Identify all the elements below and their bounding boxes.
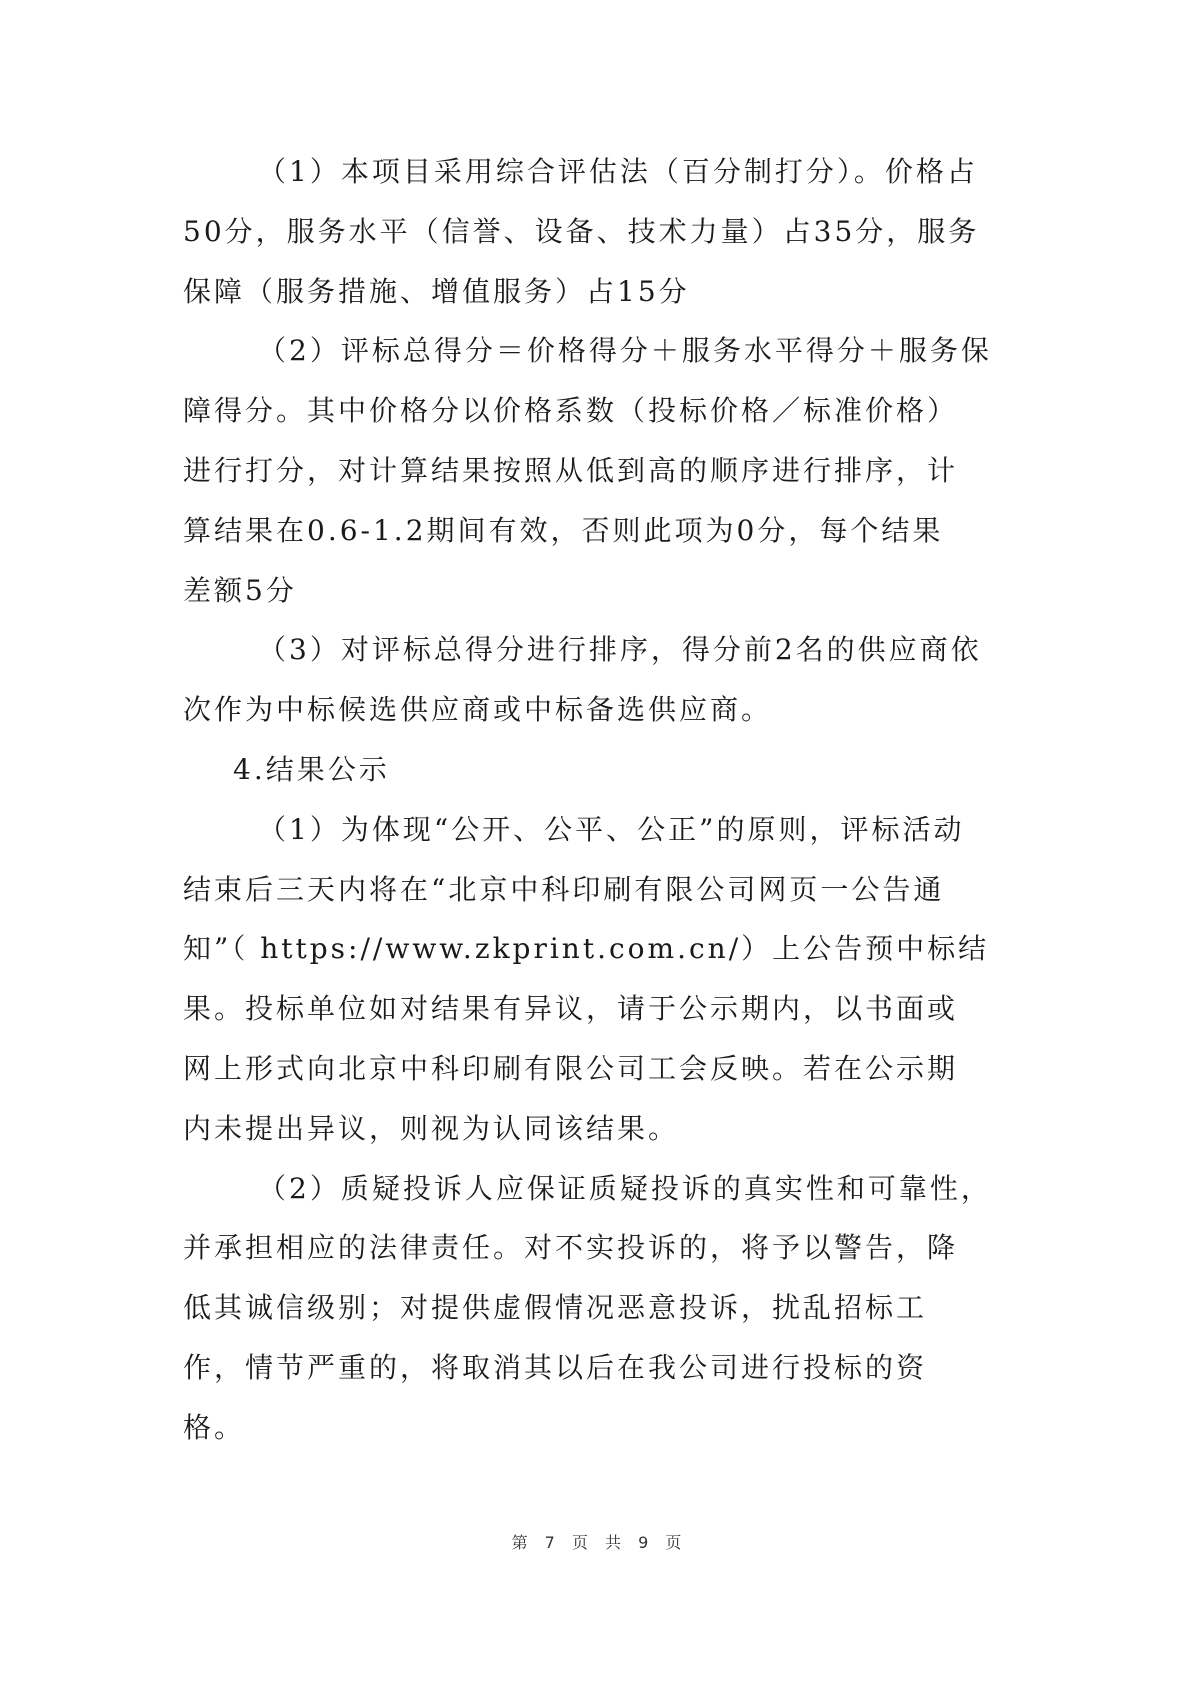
text-line: 格。 [183,1410,246,1444]
text-line: 并承担相应的法律责任。对不实投诉的，将予以警告，降 [183,1231,959,1265]
text-line: 结束后三天内将在“北京中科印刷有限公司网页一公告通 [183,872,945,906]
text-line: 进行打分，对计算结果按照从低到高的顺序进行排序，计 [183,453,959,487]
paragraph-scoring-method [183,142,1019,321]
text-line: 保障（服务措施、增值服务）占15分 [183,274,690,308]
text-line-with-url: 知”（ https://www.zkprint.com.cn/）上公告预中标结 [183,932,990,966]
paragraph-ranking [183,620,1019,740]
text-line: 低其诚信级别；对提供虚假情况恶意投诉，扰乱招标工 [183,1291,928,1325]
section-heading-result-publicity [183,740,1019,800]
text-line: 差额5分 [183,573,297,607]
text-line: 次作为中标候选供应商或中标备选供应商。 [183,693,773,727]
text-line: 50分，服务水平（信誉、设备、技术力量）占35分，服务 [183,214,980,248]
text-line: 内未提出异议，则视为认同该结果。 [183,1111,680,1145]
text-line: 网上形式向北京中科印刷有限公司工会反映。若在公示期 [183,1051,959,1085]
text-line: （1）为体现“公开、公平、公正”的原则，评标活动 [258,812,965,846]
text-line: （2）评标总得分＝价格得分＋服务水平得分＋服务保 [258,334,992,368]
text-line: 作，情节严重的，将取消其以后在我公司进行投标的资 [183,1350,928,1384]
section-heading: 4.结果公示 [233,752,390,786]
paragraph-complaints [183,1159,1019,1458]
paragraph-total-score [183,321,1019,620]
text-line: （3）对评标总得分进行排序，得分前2名的供应商依 [258,633,982,667]
text-line: 障得分。其中价格分以价格系数（投标价格／标准价格） [183,394,959,428]
paragraph-publicity [183,800,1019,1159]
text-line: （2）质疑投诉人应保证质疑投诉的真实性和可靠性， [258,1171,992,1205]
text-line: 果。投标单位如对结果有异议，请于公示期内，以书面或 [183,992,959,1026]
text-line: 算结果在0.6-1.2期间有效，否则此项为0分，每个结果 [183,513,944,547]
page-number-footer: 第 7 页 共 9 页 [511,1533,688,1552]
document-body [183,142,1019,1458]
text-line: （1）本项目采用综合评估法（百分制打分）。价格占 [258,155,978,188]
